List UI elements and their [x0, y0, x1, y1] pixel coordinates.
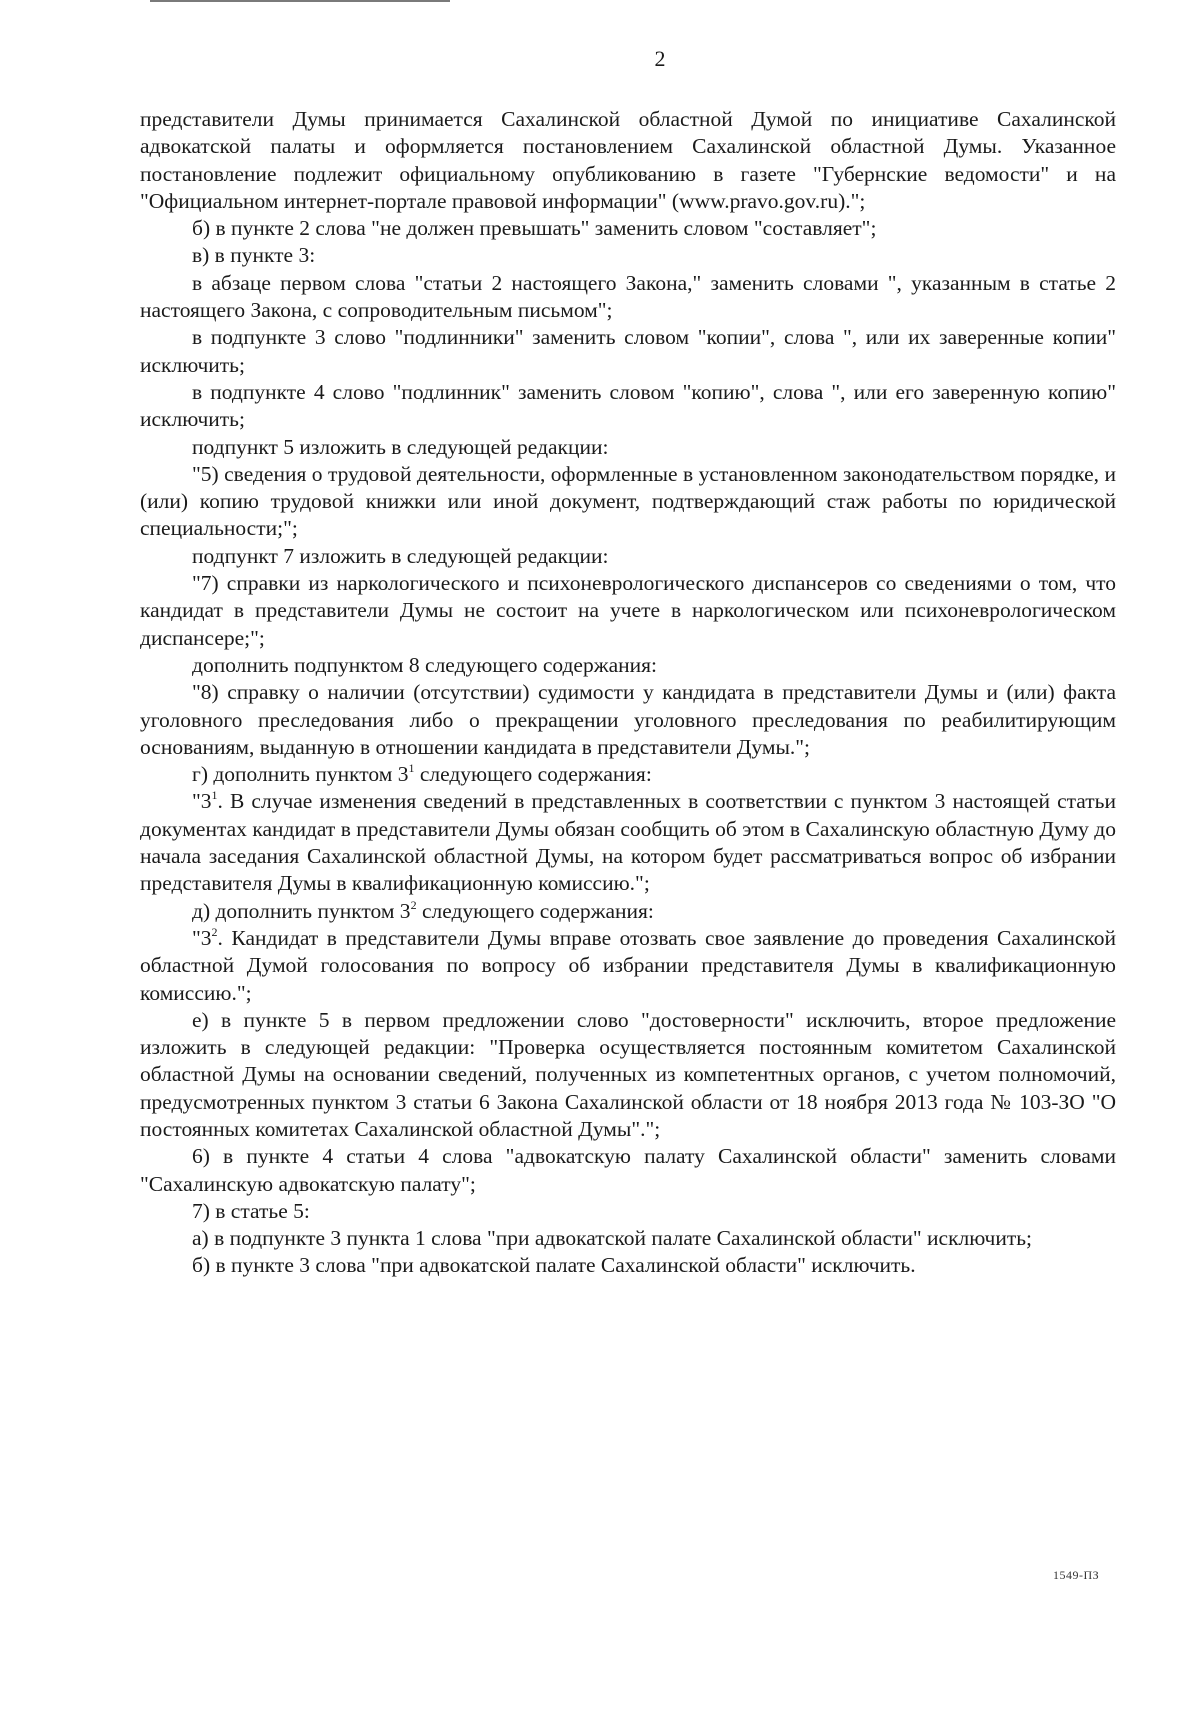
document-body	[140, 106, 1116, 1280]
paragraph-item-e: е) в пункте 5 в первом предложении слово "достоверности" исключить, второе предложение изложить в следующей редакции: "Проверка осуществляется постоянным комитетом Сахалинской областной Думы на основании сведений, полученных из компетентных органов, с учетом полномочий, предусмотренных пунктом 3 статьи 6 Закона Сахалинской области от 18 ноября 2013 года № 103-ЗО "О постоянных комитетах Сахалинской областной Думы".";	[140, 1007, 1116, 1141]
paragraph-item-6: 6) в пункте 4 статьи 4 слова "адвокатскую палату Сахалинской области" заменить словами "Сахалинскую адвокатскую палату";	[140, 1144, 1116, 1196]
paragraph-subpoint-5-intro: подпункт 5 изложить в следующей редакции:	[192, 434, 609, 459]
text-part: следующего содержания:	[414, 762, 652, 787]
page-number: 2	[654, 46, 666, 71]
superscript: 2	[410, 897, 417, 912]
paragraph-item-g	[140, 761, 1116, 788]
text-part: . Кандидат в представители Думы вправе отозвать свое заявление до проведения Сахалинской областной Думой голосования по вопросу об избрании представителя Думы в квалификационную комиссию.";	[140, 925, 1116, 1005]
paragraph-subpoint-8-intro: дополнить подпунктом 8 следующего содержания:	[192, 652, 658, 677]
text-part: следующего содержания:	[416, 898, 654, 923]
text-part: . В случае изменения сведений в представленных в соответствии с пунктом 3 настоящей статьи документах кандидат в представители Думы обязан сообщить об этом в Сахалинскую областную Думу до начала заседания Сахалинской областной Думы, на котором будет рассматриваться вопрос об избрании представителя Думы в квалификационную комиссию.";	[140, 789, 1116, 896]
superscript: 1	[211, 788, 218, 803]
paragraph-point-3-1-text	[140, 788, 1116, 897]
paragraph-continuation: представители Думы принимается Сахалинской областной Думой по инициативе Сахалинской адвокатской палаты и оформляется постановлением Сахалинской областной Думы. Указанное постановление подлежит официальному опубликованию в газете "Губернские ведомости" и на "Официальном интернет-портале правовой информации" (www.pravo.gov.ru).";	[140, 107, 1116, 213]
paragraph-subpoint-5-text: "5) сведения о трудовой деятельности, оформленные в установленном законодательством порядке, и (или) копию трудовой книжки или иной документ, подтверждающий стаж работы по юридической специальности;";	[140, 461, 1116, 541]
text-part: д) дополнить пунктом 3	[192, 898, 411, 923]
paragraph-item-v-point-3: в) в пункте 3:	[192, 243, 316, 268]
paragraph-item-7b: б) в пункте 3 слова "при адвокатской палате Сахалинской области" исключить.	[192, 1253, 916, 1278]
paragraph-item-b-point-2: б) в пункте 2 слова "не должен превышать" заменить словом "составляет";	[192, 216, 877, 241]
paragraph-subpoint-3: в подпункте 3 слово "подлинники" заменить словом "копии", слова ", или их заверенные копии" исключить;	[140, 325, 1116, 377]
paragraph-subpoint-8-text: "8) справку о наличии (отсутствии) судимости у кандидата в представители Думы и (или) факта уголовного преследования либо о прекращении уголовного преследования по реабилитирующим основаниям, выданную в отношении кандидата в представители Думы.";	[140, 680, 1116, 759]
paragraph-item-7a: а) в подпункте 3 пункта 1 слова "при адвокатской палате Сахалинской области" исключить;	[192, 1226, 1033, 1251]
document-code: 1549-ПЗ	[1053, 1568, 1100, 1582]
text-part: г) дополнить пунктом 3	[192, 762, 409, 787]
superscript: 2	[211, 924, 218, 939]
superscript: 1	[408, 761, 415, 776]
text-part: "3	[192, 925, 212, 950]
paragraph-subpoint-4: в подпункте 4 слово "подлинник" заменить словом "копию", слова ", или его заверенную копию" исключить;	[140, 379, 1116, 432]
text-part: "3	[192, 789, 212, 814]
paragraph-subpoint-7-intro: подпункт 7 изложить в следующей редакции:	[192, 543, 609, 568]
paragraph-item-d	[140, 898, 1116, 925]
paragraph-first-abzac: в абзаце первом слова "статьи 2 настоящего Закона," заменить словами ", указанным в статье 2 настоящего Закона, с сопроводительным письмом";	[140, 270, 1116, 323]
scan-edge-line	[150, 0, 450, 2]
paragraph-point-3-2-text	[140, 925, 1116, 1007]
paragraph-item-7: 7) в статье 5:	[192, 1198, 310, 1223]
paragraph-subpoint-7-text: "7) справки из наркологического и психоневрологического диспансеров со сведениями о том, что кандидат в представители Думы не состоит на учете в наркологическом или психоневрологическом диспансере;";	[140, 571, 1116, 650]
